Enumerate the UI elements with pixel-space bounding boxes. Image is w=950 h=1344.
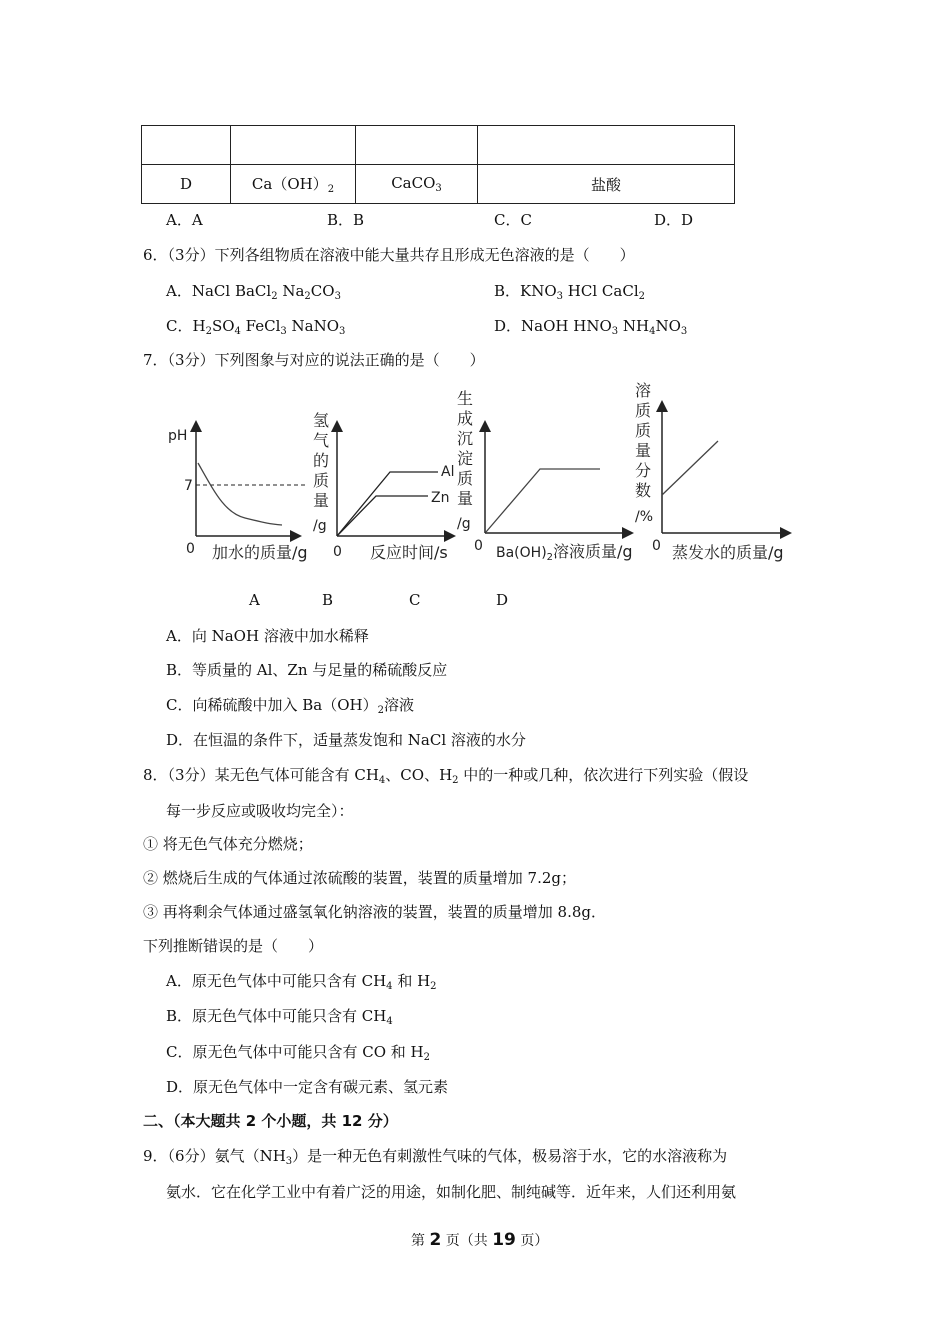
ph-curve [198, 463, 282, 525]
y-label-char: 氢 [313, 411, 330, 430]
y-label-char: 气 [313, 431, 330, 450]
y-label-char: 质 [635, 401, 652, 420]
y-label-char: 量 [313, 491, 330, 510]
graph-a [168, 426, 308, 562]
q7-option-d: D．在恒温的条件下，适量蒸发饱和 NaCl 溶液的水分 [166, 731, 526, 749]
y-label-char: 成 [457, 409, 474, 428]
q9-line1: 9．（6分）氨气$(NH_3)$是一种无色有刺激性气味的气体，极易溶于水，它的水溶液称为 [143, 1147, 728, 1167]
table-row [142, 165, 735, 204]
x-label: 蒸发水的质量/g [672, 543, 784, 562]
q5-option-c: C．C [494, 211, 532, 229]
origin: 0 [333, 544, 342, 560]
table-cell: CaCO$_3$ [356, 165, 478, 204]
q6-option-b: B．$KNO_3$ HCl CaCl$_2$ [494, 282, 645, 302]
table-cell: D [142, 165, 231, 204]
q8-option-b: B．原无色气体中可能只含有 $CH_4$ [166, 1007, 393, 1027]
table-cell [142, 126, 231, 165]
y-unit: /g [457, 516, 471, 532]
y-label-char: 溶 [635, 381, 652, 400]
q8-ask: 下列推断错误的是（ ） [143, 937, 324, 955]
y-label-char: 质 [457, 469, 474, 488]
table-cell [231, 126, 356, 165]
q6-option-a: A．NaCl BaCl$_2$ $Na_2CO_3$ [166, 282, 341, 302]
q7-graphs [150, 378, 800, 568]
graph-letter-a: A [249, 591, 260, 609]
q9-line2: 氨水．它在化学工业中有着广泛的用途，如制化肥、制纯碱等．近年来，人们还利用氨 [166, 1183, 737, 1201]
answer-table [141, 125, 735, 204]
table-cell: $Ca(OH)_2$ [231, 165, 356, 204]
q8-stem-line2: 每一步反应或吸收均完全）： [166, 802, 354, 820]
y-unit: /g [313, 518, 327, 534]
x-label: 反应时间/s [370, 543, 448, 562]
y-label-char: 生 [457, 389, 474, 408]
page-footer: 第 2 页（共 19 页） [411, 1230, 549, 1250]
graph-letter-d: D [496, 591, 509, 609]
y-label-char: 质 [313, 471, 330, 490]
origin: 0 [652, 538, 661, 554]
ref-value: 7 [184, 478, 193, 494]
q6-option-c: C．$H_2SO_4$ FeCl$_3$ NaNO$_3$ [166, 317, 346, 337]
table-row [142, 126, 735, 165]
x-label: $Ba(OH)_2$溶液质量/g [496, 542, 633, 563]
table-cell [356, 126, 478, 165]
y-label-char: 数 [635, 481, 652, 500]
q8-option-c: C．原无色气体中可能只含有 CO 和 $H_2$ [166, 1043, 431, 1063]
table-cell: 盐酸 [478, 165, 735, 204]
q7-stem: 7．（3分）下列图象与对应的说法正确的是（ ） [143, 351, 485, 369]
q7-option-b: B．等质量的 Al、Zn 与足量的稀硫酸反应 [166, 661, 448, 679]
y-unit: /% [635, 509, 654, 525]
y-label-char: 淀 [457, 449, 474, 468]
q7-option-c: C．向稀硫酸中加入 $Ba(OH)_2$溶液 [166, 696, 414, 716]
graph-letter-b: B [322, 591, 334, 609]
graph-b [313, 411, 454, 562]
q8-option-d: D．原无色气体中一定含有碳元素、氢元素 [166, 1078, 449, 1096]
origin: 0 [186, 541, 195, 557]
q6-stem: 6．（3分）下列各组物质在溶液中能大量共存且形成无色溶液的是（ ） [143, 246, 635, 264]
q8-step-2: ② 燃烧后生成的气体通过浓硫酸的装置，装置的质量增加 7.2g； [143, 869, 576, 887]
q6-option-d: D．NaOH $HNO_3$ $NH_4NO_3$ [494, 317, 688, 337]
y-label-char: 沉 [457, 429, 474, 448]
zn-line [337, 496, 428, 536]
al-line [337, 472, 438, 536]
q8-step-1: ① 将无色气体充分燃烧； [143, 835, 313, 853]
q5-option-a: A．A [166, 211, 203, 229]
q8-step-3: ③ 再将剩余气体通过盛氢氧化钠溶液的装置，装置的质量增加 8.8g． [143, 903, 606, 921]
al-label: Al [441, 464, 455, 480]
y-label-char: 的 [313, 451, 330, 470]
x-label: 加水的质量/g [212, 543, 308, 562]
q8-option-a: A．原无色气体中可能只含有 $CH_4$ 和 $H_2$ [166, 972, 437, 992]
precipitate-line [486, 469, 600, 532]
graph-d [635, 381, 786, 562]
graph-c [457, 389, 633, 563]
graph-letter-c: C [409, 591, 421, 609]
q7-option-a: A．向 NaOH 溶液中加水稀释 [166, 627, 369, 645]
zn-label: Zn [431, 490, 450, 506]
origin: 0 [474, 538, 483, 554]
y-label-char: 量 [457, 489, 474, 508]
y-label: pH [168, 428, 188, 444]
q5-option-d: D．D [654, 211, 694, 229]
concentration-line [662, 441, 718, 495]
y-label-char: 质 [635, 421, 652, 440]
q5-option-b: B．B [327, 211, 365, 229]
q8-stem-line1: 8．（3分）某无色气体可能含有 $CH_4$、CO、$H_2$ 中的一种或几种，依次进行下列实验（假设 [143, 766, 749, 786]
table-cell [478, 126, 735, 165]
section-heading: 二、（本大题共 2 个小题，共 12 分） [143, 1112, 398, 1130]
y-label-char: 分 [635, 461, 652, 480]
y-label-char: 量 [635, 441, 652, 460]
